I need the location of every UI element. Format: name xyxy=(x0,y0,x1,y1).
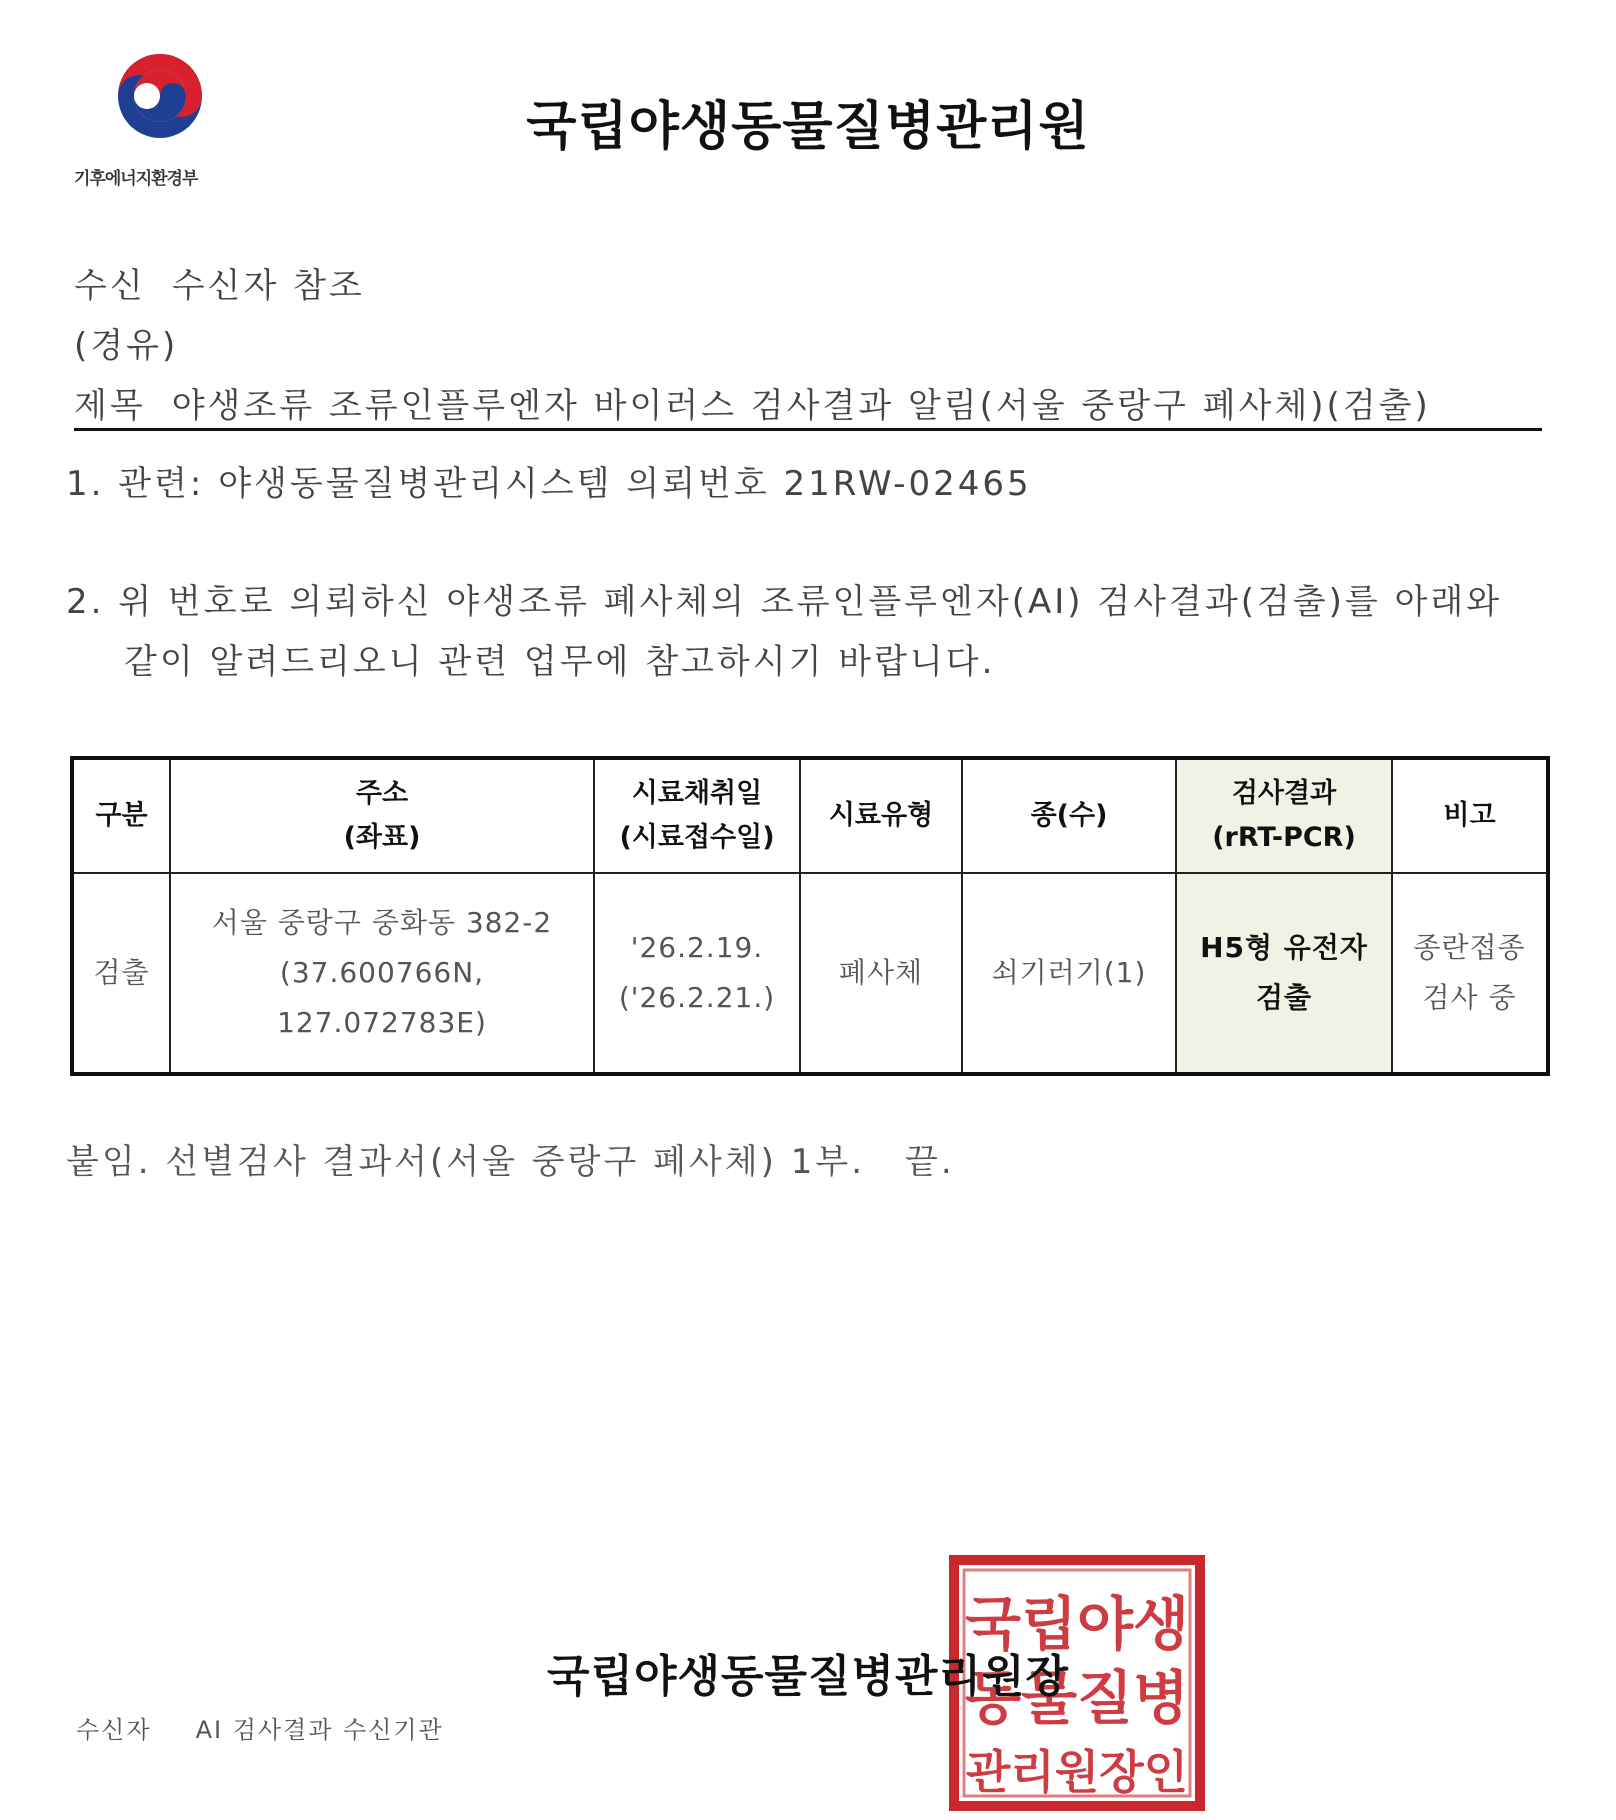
seal-line-1: 국립야생 xyxy=(964,1590,1190,1658)
paragraph-1: 1. 관련: 야생동물질병관리시스템 의뢰번호 21RW-02465 xyxy=(66,464,1032,504)
header-species: 종(수) xyxy=(962,758,1176,873)
ministry-name: 기후에너지환경부 xyxy=(74,169,198,189)
cell-address: 서울 중랑구 중화동 382-2 (37.600766N, 127.072783E) xyxy=(170,873,594,1074)
recipient-value: 수신자 참조 xyxy=(171,266,365,306)
table-header-row xyxy=(72,758,1548,873)
via-line: (경유) xyxy=(74,326,179,366)
header-category: 구분 xyxy=(72,758,170,873)
footer-value: AI 검사결과 수신기관 xyxy=(195,1716,444,1744)
document-title: 국립야생동물질병관리원 xyxy=(526,97,1090,157)
cell-sample-type: 폐사체 xyxy=(800,873,962,1074)
end-mark: 끝. xyxy=(905,1142,955,1182)
attachment-text: 붙임. 선별검사 결과서(서울 중랑구 폐사체) 1부. xyxy=(66,1142,866,1182)
attachment-line xyxy=(66,1134,955,1183)
paragraph-2 xyxy=(66,572,1556,692)
cell-category: 검출 xyxy=(72,873,170,1074)
signer-title: 국립야생동물질병관리원장 xyxy=(546,1651,1070,1702)
header-sample-type: 시료유형 xyxy=(800,758,962,873)
cell-dates: '26.2.19. ('26.2.21.) xyxy=(594,873,800,1074)
cell-test-result: H5형 유전자 검출 xyxy=(1176,873,1392,1074)
header-address: 주소 (좌표) xyxy=(170,758,594,873)
seal-line-3: 관리원장인 xyxy=(965,1745,1189,1799)
paragraph-2-line-1: 2. 위 번호로 의뢰하신 야생조류 폐사체의 조류인플루엔자(AI) 검사결과(검출)를 아래와 xyxy=(66,582,1503,622)
seal-line-2: 동물질병 xyxy=(964,1664,1190,1732)
subject-label: 제목 xyxy=(74,386,146,426)
paragraph-2-line-2: 같이 알려드리오니 관련 업무에 참고하시기 바랍니다. xyxy=(124,642,996,682)
cell-remarks: 종란접종 검사 중 xyxy=(1392,873,1548,1074)
footer-label: 수신자 xyxy=(76,1716,152,1744)
cell-species: 쇠기러기(1) xyxy=(962,873,1176,1074)
recipient-line xyxy=(74,258,365,307)
recipient-label: 수신 xyxy=(74,266,146,306)
subject-value: 야생조류 조류인플루엔자 바이러스 검사결과 알림(서울 중랑구 폐사체)(검출) xyxy=(171,386,1431,426)
header-test-result: 검사결과 (rRT-PCR) xyxy=(1176,758,1392,873)
header-collection-date: 시료채취일 (시료접수일) xyxy=(594,758,800,873)
subject-line xyxy=(74,378,1431,427)
footer-recipients xyxy=(76,1710,444,1745)
header-remarks: 비고 xyxy=(1392,758,1548,873)
subject-divider xyxy=(74,428,1542,431)
result-table xyxy=(70,756,1550,1076)
table-row xyxy=(72,873,1548,1074)
